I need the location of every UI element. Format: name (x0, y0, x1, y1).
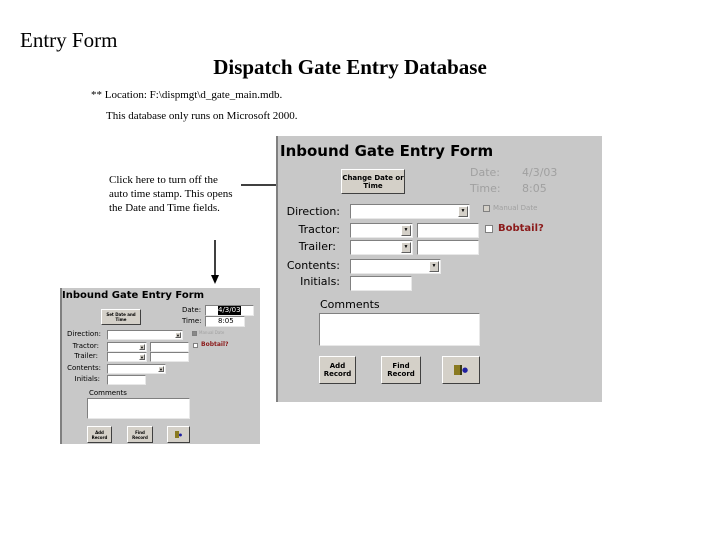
add-record-button[interactable]: Add Record (319, 356, 356, 384)
time-value: 8:05 (522, 182, 547, 195)
small-contents-label: Contents: (67, 364, 101, 372)
location-text: ** Location: F:\dispmgt\d_gate_main.mdb. (91, 89, 283, 101)
trailer-combo[interactable] (350, 240, 413, 255)
date-value: 4/3/03 (522, 166, 558, 179)
small-tractor-combo[interactable] (107, 342, 147, 352)
small-find-record-button[interactable]: Find Record (127, 426, 153, 443)
small-time-input[interactable] (205, 316, 245, 327)
note-text: This database only runs on Microsoft 2000. (106, 110, 298, 122)
small-trailer-combo[interactable] (107, 352, 147, 362)
change-date-time-button[interactable]: Change Date or Time (341, 169, 405, 194)
chevron-down-icon[interactable]: ▼ (140, 345, 144, 350)
exit-arrow-icon: ● (178, 432, 183, 437)
small-comments-textarea[interactable] (87, 398, 190, 419)
small-direction-label: Direction: (67, 330, 101, 338)
contents-combo[interactable] (350, 259, 441, 274)
small-initials-input[interactable] (107, 375, 146, 385)
small-date-input[interactable] (205, 305, 254, 316)
trailer-label: Trailer: (298, 240, 336, 253)
initials-label: Initials: (300, 275, 340, 288)
chevron-down-icon[interactable]: ▼ (401, 242, 411, 253)
find-record-button[interactable]: Find Record (381, 356, 421, 384)
small-exit-button[interactable] (167, 426, 190, 443)
time-label: Time: (470, 182, 501, 195)
chevron-down-icon[interactable]: ▼ (159, 367, 163, 372)
chevron-down-icon[interactable]: ▼ (401, 225, 411, 236)
small-comments-label: Comments (89, 389, 127, 397)
small-bobtail-label: Bobtail? (201, 341, 229, 348)
direction-label: Direction: (286, 205, 340, 218)
bobtail-label: Bobtail? (498, 223, 544, 234)
set-date-time-button[interactable]: Set Date and Time (101, 309, 141, 325)
direction-combo[interactable] (350, 204, 470, 219)
manual-date-checkbox[interactable] (483, 205, 490, 212)
initials-input[interactable] (350, 276, 412, 291)
tractor-label: Tractor: (298, 223, 340, 236)
contents-label: Contents: (286, 259, 340, 272)
arrow-down-head (211, 275, 219, 284)
small-tractor-label: Tractor: (72, 342, 99, 350)
small-initials-label: Initials: (74, 375, 100, 383)
slide-title: Dispatch Gate Entry Database (213, 55, 487, 79)
small-add-record-button[interactable]: Add Record (87, 426, 112, 443)
small-trailer-number-input[interactable] (150, 352, 189, 362)
manual-date-label: Manual Date (493, 204, 538, 212)
comments-textarea[interactable] (319, 313, 480, 346)
small-time-label: Time: (182, 317, 202, 325)
bobtail-checkbox[interactable] (485, 225, 493, 233)
trailer-number-input[interactable] (417, 240, 479, 255)
small-manual-date-label: Manual Date (199, 330, 225, 335)
small-manual-date-checkbox[interactable] (192, 331, 197, 336)
chevron-down-icon[interactable]: ▼ (176, 333, 180, 338)
tractor-combo[interactable] (350, 223, 413, 238)
small-direction-combo[interactable] (107, 330, 183, 340)
chevron-down-icon[interactable]: ▼ (429, 261, 439, 272)
small-form-title: Inbound Gate Entry Form (62, 290, 205, 301)
exit-door-icon (454, 365, 462, 375)
small-bobtail-checkbox[interactable] (193, 343, 198, 348)
tractor-number-input[interactable] (417, 223, 479, 238)
slide-heading: Entry Form (20, 28, 118, 52)
small-contents-combo[interactable] (107, 364, 166, 374)
date-label: Date: (470, 166, 500, 179)
small-date-label: Date: (182, 306, 202, 314)
exit-arrow-icon: ● (461, 366, 469, 374)
exit-button[interactable] (442, 356, 480, 384)
chevron-down-icon[interactable]: ▼ (140, 355, 144, 360)
large-form-title: Inbound Gate Entry Form (280, 142, 494, 160)
comments-label: Comments (320, 298, 380, 311)
chevron-down-icon[interactable]: ▼ (458, 206, 468, 217)
small-trailer-label: Trailer: (74, 352, 98, 360)
callout-text: Click here to turn off the auto time stamp. This opens the Date and Time fields. (109, 174, 233, 214)
small-date-value: 4/3/03 (218, 306, 241, 314)
small-tractor-number-input[interactable] (150, 342, 189, 352)
small-time-value: 8:05 (218, 317, 234, 325)
